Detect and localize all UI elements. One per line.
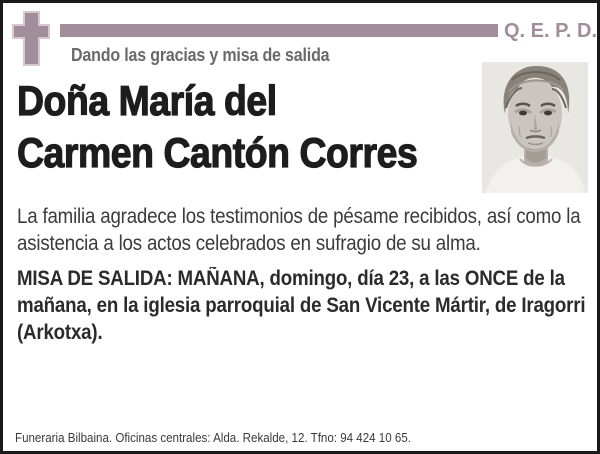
deceased-name-line1: Doña María del xyxy=(17,77,277,124)
mass-announcement-text: MISA DE SALIDA: MAÑANA, domingo, día 23, a las ONCE de la mañana, en la iglesia parroquial de San Vicente Mártir, de Iragorri (Arkotxa). xyxy=(17,267,586,344)
deceased-portrait-photo xyxy=(482,62,588,193)
acknowledgement-text: La familia agradece los testimonios de pésame recibidos, así como la asistencia a los actos celebrados en sufragio de su alma. xyxy=(17,205,581,255)
deceased-name-line2: Carmen Cantón Corres xyxy=(17,129,418,176)
notice-subtitle: Dando las gracias y misa de salida xyxy=(71,45,330,65)
funeral-home-footer: Funeraria Bilbaina. Oficinas centrales: Alda. Rekalde, 12. Tfno: 94 424 10 65. xyxy=(15,430,411,445)
deceased-name xyxy=(17,75,480,179)
latin-cross-icon xyxy=(12,11,50,66)
header-divider-bar xyxy=(60,24,498,37)
qepd-label: Q. E. P. D. xyxy=(504,20,597,42)
